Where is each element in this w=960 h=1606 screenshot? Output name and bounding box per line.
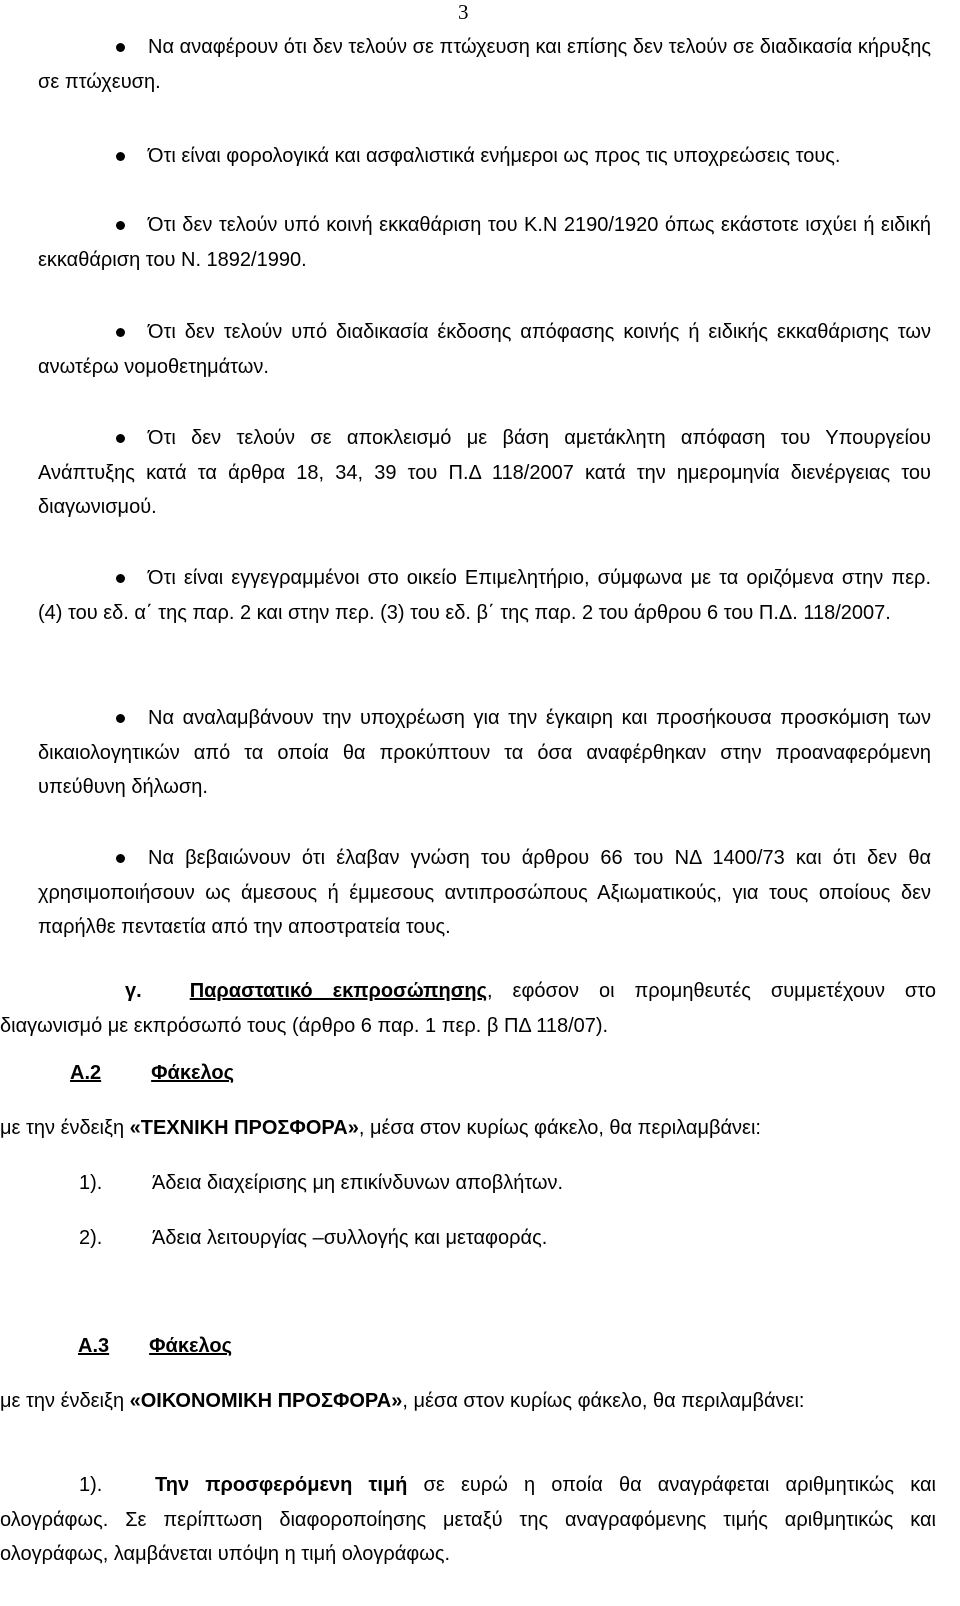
section-a3-heading: Α.3 Φάκελος [78, 1335, 232, 1357]
section-g-text: , εφόσον οι προμηθευτές συμμετέχουν στο διαγωνισμό με εκπρόσωπό τους (άρθρο 6 παρ. 1 περ. β ΠΔ 118/07). [0, 980, 936, 1037]
section-a3-item: 1). Την προσφερόμενη τιμή σε ευρώ η οποία θα αναγράφεται αριθμητικώς και ολογράφως. Σε περίπτωση διαφοροποίησης μεταξύ της αναγραφόμενης τιμής αριθμητικώς και ολογράφως, λαμβάνεται υπόψη η τιμή ολογράφως. [0, 1474, 936, 1565]
section-a3-intro: με την ένδειξη «ΟΙΚΟΝΟΜΙΚΗ ΠΡΟΣΦΟΡΑ», μέσα στον κυρίως φάκελο, θα περιλαμβάνει: [0, 1390, 805, 1412]
bullet-item: Να βεβαιώνουν ότι έλαβαν γνώση του άρθρου 66 του ΝΔ 1400/73 και ότι δεν θα χρησιμοποιήσουν ως άμεσους ή έμμεσους αντιπροσώπους Αξιωματικούς, για τους οποίους δεν παρήλθε πενταετία από την αποστρατεία τους. [38, 847, 931, 938]
section-g-title: Παραστατικό εκπροσώπησης [189, 980, 487, 1002]
bullet-item: Ότι δεν τελούν σε αποκλεισμό με βάση αμετάκλητη απόφαση του Υπουργείου Ανάπτυξης κατά τα άρθρα 18, 34, 39 του Π.Δ 118/2007 κατά την ημερομηνία διενέργειας του διαγωνισμού. [38, 427, 931, 518]
bullet-item: Ότι δεν τελούν υπό κοινή εκκαθάριση του Κ.Ν 2190/1920 όπως εκάστοτε ισχύει ή ειδική εκκαθάριση του Ν. 1892/1990. [38, 214, 931, 271]
bullet-item: Ότι είναι εγγεγραμμένοι στο οικείο Επιμελητήριο, σύμφωνα με τα οριζόμενα στην περ. (4) του εδ. α΄ της παρ. 2 και στην περ. (3) του εδ. β΄ της παρ. 2 του άρθρου 6 του Π.Δ. 118/2007. [38, 567, 931, 624]
section-a2-heading: Α.2 Φάκελος [70, 1062, 234, 1084]
section-a2-intro: με την ένδειξη «ΤΕΧΝΙΚΗ ΠΡΟΣΦΟΡΑ», μέσα στον κυρίως φάκελο, θα περιλαμβάνει: [0, 1117, 761, 1139]
section-a2-item: 1). Άδεια διαχείρισης μη επικίνδυνων αποβλήτων. [79, 1172, 564, 1194]
bullet-item: Ότι είναι φορολογικά και ασφαλιστικά ενήμεροι ως προς τις υποχρεώσεις τους. [148, 145, 841, 167]
section-g-letter: γ. [125, 980, 142, 1002]
page-number: 3 [458, 0, 469, 24]
section-a2-item: 2). Άδεια λειτουργίας –συλλογής και μεταφοράς. [79, 1227, 548, 1249]
bullet-item: Να αναφέρουν ότι δεν τελούν σε πτώχευση και επίσης δεν τελούν σε διαδικασία κήρυξης σε πτώχευση. [38, 36, 931, 93]
bullet-item: Να αναλαμβάνουν την υποχρέωση για την έγκαιρη και προσήκουσα προσκόμιση των δικαιολογητικών από τα οποία θα προκύπτουν τα όσα αναφέρθηκαν στην προαναφερόμενη υπεύθυνη δήλωση. [38, 707, 931, 798]
bullet-item: Ότι δεν τελούν υπό διαδικασία έκδοσης απόφασης κοινής ή ειδικής εκκαθάρισης των ανωτέρω νομοθετημάτων. [38, 321, 931, 378]
section-g-paragraph [0, 974, 936, 1043]
